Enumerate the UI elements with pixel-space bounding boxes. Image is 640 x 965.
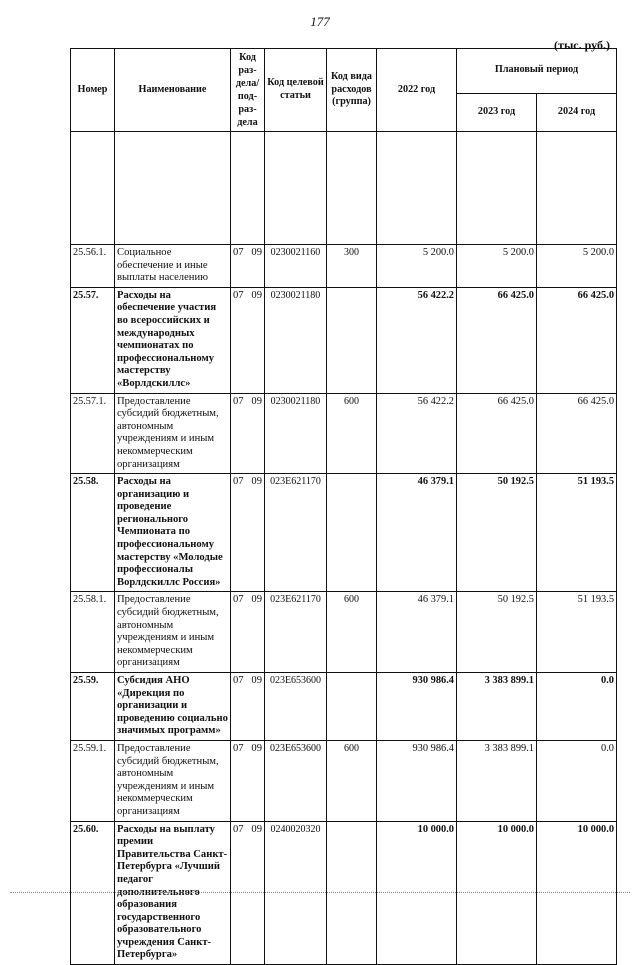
blank-cell — [115, 132, 231, 245]
row-value-2022: 10 000.0 — [377, 821, 457, 965]
header-year-2022: 2022 год — [377, 49, 457, 132]
row-value-2023: 66 425.0 — [457, 393, 537, 474]
row-number: 25.58.1. — [71, 592, 115, 673]
table-body — [71, 132, 617, 965]
row-name: Субсидия АНО «Дирекция по организации и проведению социально значимых программ» — [115, 673, 231, 741]
row-name: Расходы на обеспечение участия во всероссийских и международных чемпионатах по профессиональному мастерству «Ворлдскиллс» — [115, 287, 231, 393]
row-name: Предоставление субсидий бюджетным, автономным учреждениям и иным некоммерческим организациям — [115, 740, 231, 821]
header-name: Наименование — [115, 49, 231, 132]
row-value-2023: 3 383 899.1 — [457, 740, 537, 821]
row-target-code: 0230021160 — [265, 245, 327, 288]
blank-cell — [265, 132, 327, 245]
row-name: Предоставление субсидий бюджетным, автономным учреждениям и иным некоммерческим организациям — [115, 592, 231, 673]
row-section-code — [231, 592, 265, 673]
budget-table — [70, 48, 617, 965]
table-header — [71, 49, 617, 132]
row-value-2024: 0.0 — [537, 740, 617, 821]
blank-cell — [327, 132, 377, 245]
blank-row — [71, 132, 617, 245]
blank-cell — [71, 132, 115, 245]
table-row — [71, 393, 617, 474]
row-number: 25.57.1. — [71, 393, 115, 474]
row-target-code: 0230021180 — [265, 393, 327, 474]
table-row — [71, 245, 617, 288]
row-value-2024: 66 425.0 — [537, 287, 617, 393]
blank-cell — [457, 132, 537, 245]
row-subsection: 09 — [251, 289, 262, 301]
row-subsection: 09 — [251, 594, 262, 606]
row-section-code — [231, 673, 265, 741]
header-section-code: Код раз-дела/ под-раз-дела — [231, 49, 265, 132]
row-section: 07 — [233, 675, 244, 686]
row-value-2023: 50 192.5 — [457, 592, 537, 673]
row-target-code: 023E653600 — [265, 673, 327, 741]
row-target-code: 0230021180 — [265, 287, 327, 393]
blank-cell — [377, 132, 457, 245]
header-number: Номер — [71, 49, 115, 132]
row-expense-kind: 600 — [327, 393, 377, 474]
row-section-code — [231, 393, 265, 474]
row-number: 25.56.1. — [71, 245, 115, 288]
row-expense-kind — [327, 287, 377, 393]
row-name: Расходы на выплату премии Правительства Санкт-Петербурга «Лучший педагог дополнительного образования государственного образовательного учреждения Санкт-Петербурга» — [115, 821, 231, 965]
row-section-code — [231, 287, 265, 393]
row-section: 07 — [233, 476, 244, 488]
row-subsection: 09 — [251, 823, 262, 835]
row-value-2024: 66 425.0 — [537, 393, 617, 474]
row-number: 25.59. — [71, 673, 115, 741]
row-number: 25.59.1. — [71, 740, 115, 821]
row-value-2022: 46 379.1 — [377, 474, 457, 592]
row-expense-kind: 600 — [327, 592, 377, 673]
row-expense-kind — [327, 474, 377, 592]
row-section: 07 — [233, 395, 244, 407]
table-row — [71, 287, 617, 393]
row-section-code — [231, 740, 265, 821]
row-value-2022: 5 200.0 — [377, 245, 457, 288]
table-row — [71, 673, 617, 741]
row-value-2024: 0.0 — [537, 673, 617, 741]
row-number: 25.60. — [71, 821, 115, 965]
blank-cell — [537, 132, 617, 245]
row-value-2022: 930 986.4 — [377, 740, 457, 821]
row-value-2024: 5 200.0 — [537, 245, 617, 288]
row-number: 25.58. — [71, 474, 115, 592]
row-subsection: 09 — [251, 395, 262, 407]
row-name: Расходы на организацию и проведение регионального Чемпионата по профессиональному мастерству «Молодые профессионалы Ворлдскиллс Россия» — [115, 474, 231, 592]
row-target-code: 0240020320 — [265, 821, 327, 965]
row-expense-kind: 300 — [327, 245, 377, 288]
row-target-code: 023E653600 — [265, 740, 327, 821]
row-section-code — [231, 245, 265, 288]
row-expense-kind — [327, 673, 377, 741]
row-section: 07 — [233, 247, 244, 258]
row-target-code: 023E621170 — [265, 592, 327, 673]
row-value-2022: 56 422.2 — [377, 287, 457, 393]
row-number: 25.57. — [71, 287, 115, 393]
table-row — [71, 592, 617, 673]
row-name: Предоставление субсидий бюджетным, автономным учреждениям и иным некоммерческим организациям — [115, 393, 231, 474]
header-expense-kind: Код вида расходов (группа) — [327, 49, 377, 132]
header-year-2024: 2024 год — [537, 93, 617, 131]
header-plan-period: Плановый период — [457, 49, 617, 94]
row-subsection: 09 — [251, 476, 262, 488]
row-subsection: 09 — [251, 247, 262, 258]
row-target-code: 023E621170 — [265, 474, 327, 592]
row-value-2022: 56 422.2 — [377, 393, 457, 474]
row-value-2022: 46 379.1 — [377, 592, 457, 673]
row-subsection: 09 — [251, 675, 262, 686]
units-label: (тыс. руб.) — [554, 38, 610, 52]
row-value-2023: 10 000.0 — [457, 821, 537, 965]
row-section-code — [231, 474, 265, 592]
header-target-code: Код целевой статьи — [265, 49, 327, 132]
table-row — [71, 474, 617, 592]
row-value-2023: 3 383 899.1 — [457, 673, 537, 741]
row-value-2022: 930 986.4 — [377, 673, 457, 741]
row-name: Социальное обеспечение и иные выплаты населению — [115, 245, 231, 288]
row-value-2024: 51 193.5 — [537, 474, 617, 592]
row-section: 07 — [233, 823, 244, 835]
row-value-2023: 50 192.5 — [457, 474, 537, 592]
row-expense-kind: 600 — [327, 740, 377, 821]
row-value-2023: 5 200.0 — [457, 245, 537, 288]
table-row — [71, 740, 617, 821]
blank-cell — [231, 132, 265, 245]
row-value-2024: 51 193.5 — [537, 592, 617, 673]
page-number: 177 — [310, 14, 330, 29]
bottom-scan-line — [10, 892, 630, 895]
row-section: 07 — [233, 289, 244, 301]
row-value-2024: 10 000.0 — [537, 821, 617, 965]
header-year-2023: 2023 год — [457, 93, 537, 131]
row-subsection: 09 — [251, 742, 262, 754]
row-section: 07 — [233, 742, 244, 754]
row-section: 07 — [233, 594, 244, 606]
row-value-2023: 66 425.0 — [457, 287, 537, 393]
